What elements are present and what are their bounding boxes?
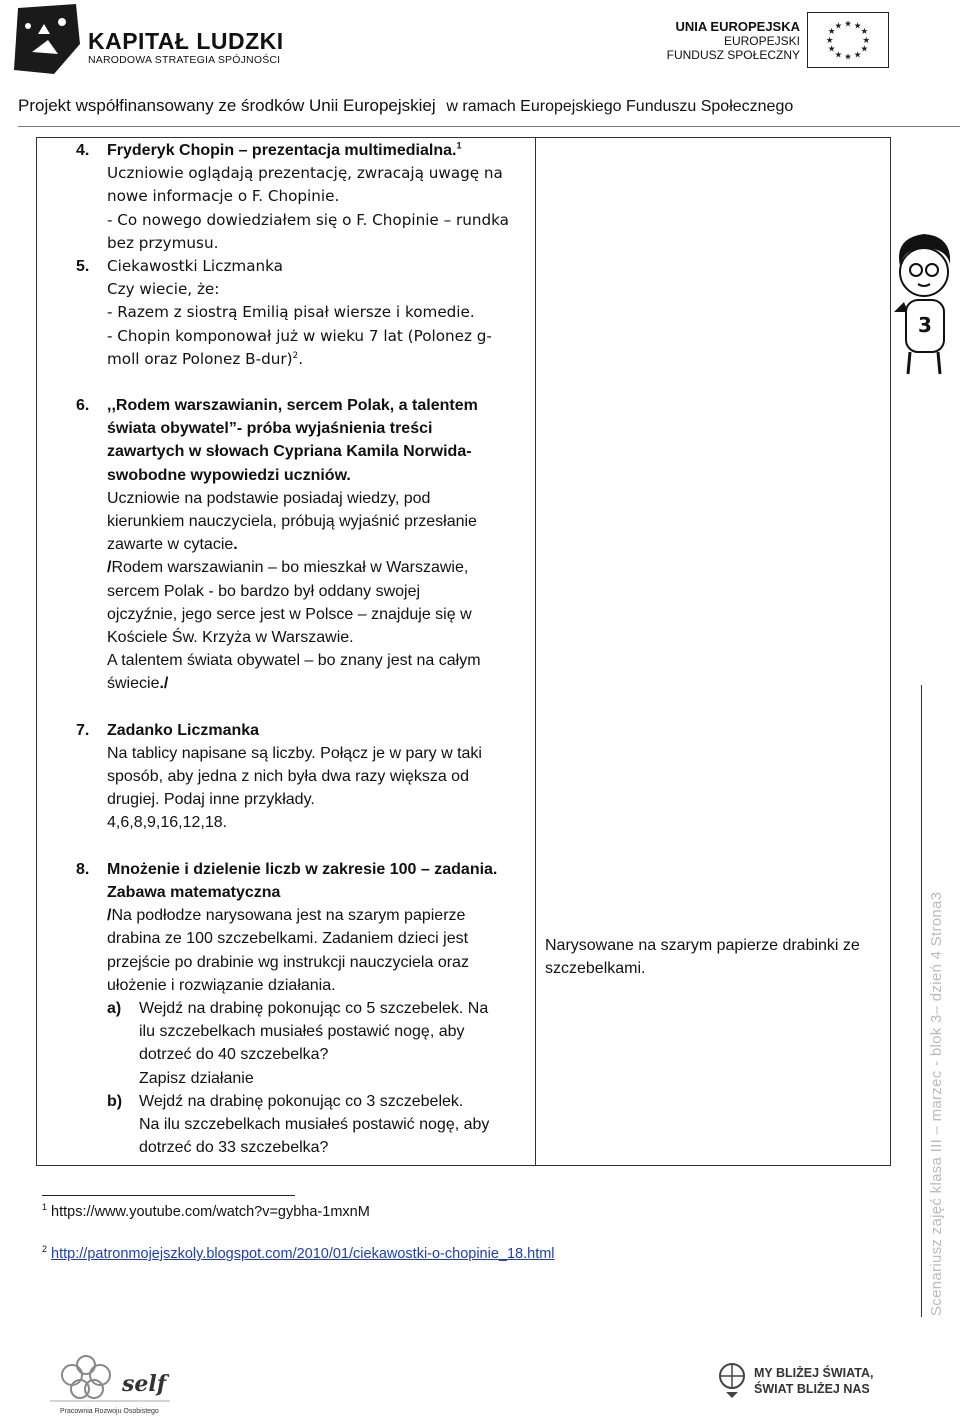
mbs-line-2: ŚWIAT BLIŻEJ NAS <box>754 1382 870 1396</box>
step-6-title: zawartych w słowach Cypriana Kamila Norwida- <box>107 443 472 461</box>
task-a-line: ilu szczebelkach musiałeś postawić nogę, aby <box>139 1023 465 1041</box>
header-divider <box>18 126 960 127</box>
svg-text:★: ★ <box>827 44 836 55</box>
step-7-title: Zadanko Liczmanka <box>107 721 260 739</box>
svg-text:★: ★ <box>834 50 843 61</box>
svg-text:★: ★ <box>860 27 869 38</box>
step-6-title: świata obywatel”- próba wyjaśnienia treści <box>107 420 433 438</box>
step-6-line-end: ./ <box>159 675 169 693</box>
task-b-line: Na ilu szczebelkach musiałeś postawić nogę, aby <box>139 1115 490 1133</box>
step-7 <box>76 719 536 835</box>
step-6-line: Uczniowie na podstawie posiadaj wiedzy, pod <box>107 489 431 507</box>
step-8 <box>76 858 536 1160</box>
side-caption: Scenariusz zajęć klasa III – marzec - blok 3– dzień 4 Strona3 <box>928 891 945 1316</box>
step-8-line: ułożenie i rozwiązanie działania. <box>107 976 336 994</box>
my-blizej-swiata-logo <box>754 1365 873 1397</box>
step-6-slash: / <box>107 559 112 577</box>
step-6-line: A talentem świata obywatel – bo znany jest na całym <box>107 652 481 670</box>
kl-subtitle: NARODOWA STRATEGIA SPÓJNOŚCI <box>88 54 281 66</box>
step-number: 7. <box>76 721 90 739</box>
step-number: 4. <box>76 142 90 159</box>
task-b <box>107 1090 536 1160</box>
footnote-2 <box>42 1246 555 1262</box>
step-7-line: 4,6,8,9,16,12,18. <box>107 814 228 832</box>
step-4-line: - Co nowego dowiedziałem się o F. Chopinie – rundka <box>107 210 509 229</box>
svg-text:★: ★ <box>834 21 843 32</box>
step-number: 5. <box>76 258 90 276</box>
task-a <box>107 997 536 1090</box>
step-5 <box>76 255 536 371</box>
step-4-title: Fryderyk Chopin – prezentacja multimedialna. <box>107 142 457 159</box>
step-6-line: ojczyźnie, jego serce jest w Polsce – znajduje się w <box>107 605 472 623</box>
step-5-line-end: . <box>298 349 304 368</box>
step-6-line-end: . <box>233 536 238 554</box>
step-8-title: Mnożenie i dzielenie liczb w zakresie 100 – zadania. <box>107 860 498 878</box>
task-a-label: a) <box>107 999 122 1017</box>
step-7-line: Na tablicy napisane są liczby. Połącz je w pary w taki <box>107 744 482 762</box>
step-6-line: świecie <box>107 675 160 693</box>
step-7-line: drugiej. Podaj inne przykłady. <box>107 791 315 809</box>
kapital-ludzki-logo <box>14 4 84 76</box>
step-6-line: zawarte w cytacie <box>107 536 234 554</box>
mascot-badge: 3 <box>918 313 932 337</box>
eu-flag-icon <box>807 12 889 68</box>
step-6 <box>76 394 536 696</box>
eu-line-1: UNIA EUROPEJSKA <box>675 19 800 34</box>
project-line-a: Projekt współfinansowany ze środków Unii Europejskiej <box>18 96 436 115</box>
step-4 <box>76 139 536 255</box>
step-6-line: kierunkiem nauczyciela, próbują wyjaśnić przesłanie <box>107 513 477 531</box>
svg-text:★: ★ <box>862 35 871 46</box>
lesson-steps-column <box>76 139 536 1159</box>
step-number: 8. <box>76 860 90 878</box>
project-line-b: w ramach Europejskiego Funduszu Społecznego <box>446 98 794 115</box>
self-caption: Pracownia Rozwoju Osobistego <box>60 1408 159 1415</box>
svg-text:★: ★ <box>825 35 834 46</box>
step-8-subtitle: Zabawa matematyczna <box>107 883 281 901</box>
materials-note: Narysowane na szarym papierze drabinki ze szczebelkami. <box>545 937 860 978</box>
step-8-slash: / <box>107 907 112 925</box>
step-6-line: sercem Polak - bo bardzo był oddany swojej <box>107 582 421 600</box>
footnote-number: 2 <box>42 1244 48 1255</box>
eu-line-2: EUROPEJSKI <box>723 34 800 48</box>
task-b-label: b) <box>107 1092 123 1110</box>
task-a-line: Wejdź na drabinę pokonując co 5 szczebelek. Na <box>139 999 489 1017</box>
footnote-ref-2: 2 <box>292 350 299 361</box>
liczmanek-mascot-icon <box>890 228 958 380</box>
footnote-url[interactable]: https://www.youtube.com/watch?v=gybha-1mxnM <box>51 1204 370 1220</box>
kl-title: KAPITAŁ LUDZKI <box>88 28 284 54</box>
step-5-line: Czy wiecie, że: <box>107 280 220 299</box>
mbs-line-1: MY BLIŻEJ ŚWIATA, <box>754 1366 874 1380</box>
step-4-line: bez przymusu. <box>107 233 219 252</box>
eu-label <box>667 20 800 62</box>
task-a-line: Zapisz działanie <box>139 1069 254 1087</box>
svg-text:★: ★ <box>853 21 862 32</box>
globe-person-icon <box>716 1362 748 1400</box>
svg-text:★: ★ <box>860 44 869 55</box>
step-number: 6. <box>76 397 90 415</box>
self-logo <box>50 1345 170 1417</box>
svg-text:★: ★ <box>844 52 852 63</box>
step-4-line: Uczniowie oglądają prezentację, zwracają uwagę na <box>107 164 503 183</box>
footnote-link[interactable]: http://patronmojejszkoly.blogspot.com/2010/01/ciekawostki-o-chopinie_18.html <box>51 1246 555 1262</box>
step-4-line: nowe informacje o F. Chopinie. <box>107 187 340 206</box>
step-5-line: moll oraz Polonez B-dur) <box>107 349 293 368</box>
step-8-line: przejście po drabinie wg instrukcji nauczyciela oraz <box>107 953 469 971</box>
task-b-line: Wejdź na drabinę pokonując co 3 szczebelek. <box>139 1092 464 1110</box>
svg-text:★: ★ <box>827 27 836 38</box>
svg-text:self: self <box>122 1371 167 1397</box>
step-8-line: Na podłodze narysowana jest na szarym papierze <box>111 907 466 925</box>
step-7-line: sposób, aby jedna z nich była dwa razy większa od <box>107 768 469 786</box>
page-header <box>0 0 960 130</box>
footnote-1 <box>42 1204 370 1220</box>
footnote-ref-1: 1 <box>456 140 462 151</box>
footnote-divider <box>42 1195 295 1196</box>
step-6-title: ,,Rodem warszawianin, sercem Polak, a talentem <box>107 397 478 415</box>
side-divider <box>921 685 922 1317</box>
eu-line-3: FUNDUSZ SPOŁECZNY <box>666 48 800 62</box>
svg-text:★: ★ <box>853 50 862 61</box>
project-funding-line <box>18 96 793 116</box>
step-5-line: - Chopin komponował już w wieku 7 lat (Polonez g- <box>107 326 492 345</box>
step-6-line: Rodem warszawianin – bo mieszkał w Warszawie, <box>111 559 469 577</box>
task-a-line: dotrzeć do 40 szczebelka? <box>139 1046 329 1064</box>
step-8-line: drabina ze 100 szczebelkami. Zadaniem dzieci jest <box>107 930 469 948</box>
footnote-number: 1 <box>42 1202 48 1213</box>
step-5-title: Ciekawostki Liczmanka <box>107 257 283 276</box>
step-6-title: swobodne wypowiedzi uczniów. <box>107 466 351 484</box>
step-5-line: - Razem z siostrą Emilią pisał wiersze i komedie. <box>107 303 475 322</box>
task-b-line: dotrzeć do 33 szczebelka? <box>139 1139 329 1157</box>
step-6-line: Kościele Św. Krzyża w Warszawie. <box>107 629 354 647</box>
svg-text:★: ★ <box>844 19 852 30</box>
